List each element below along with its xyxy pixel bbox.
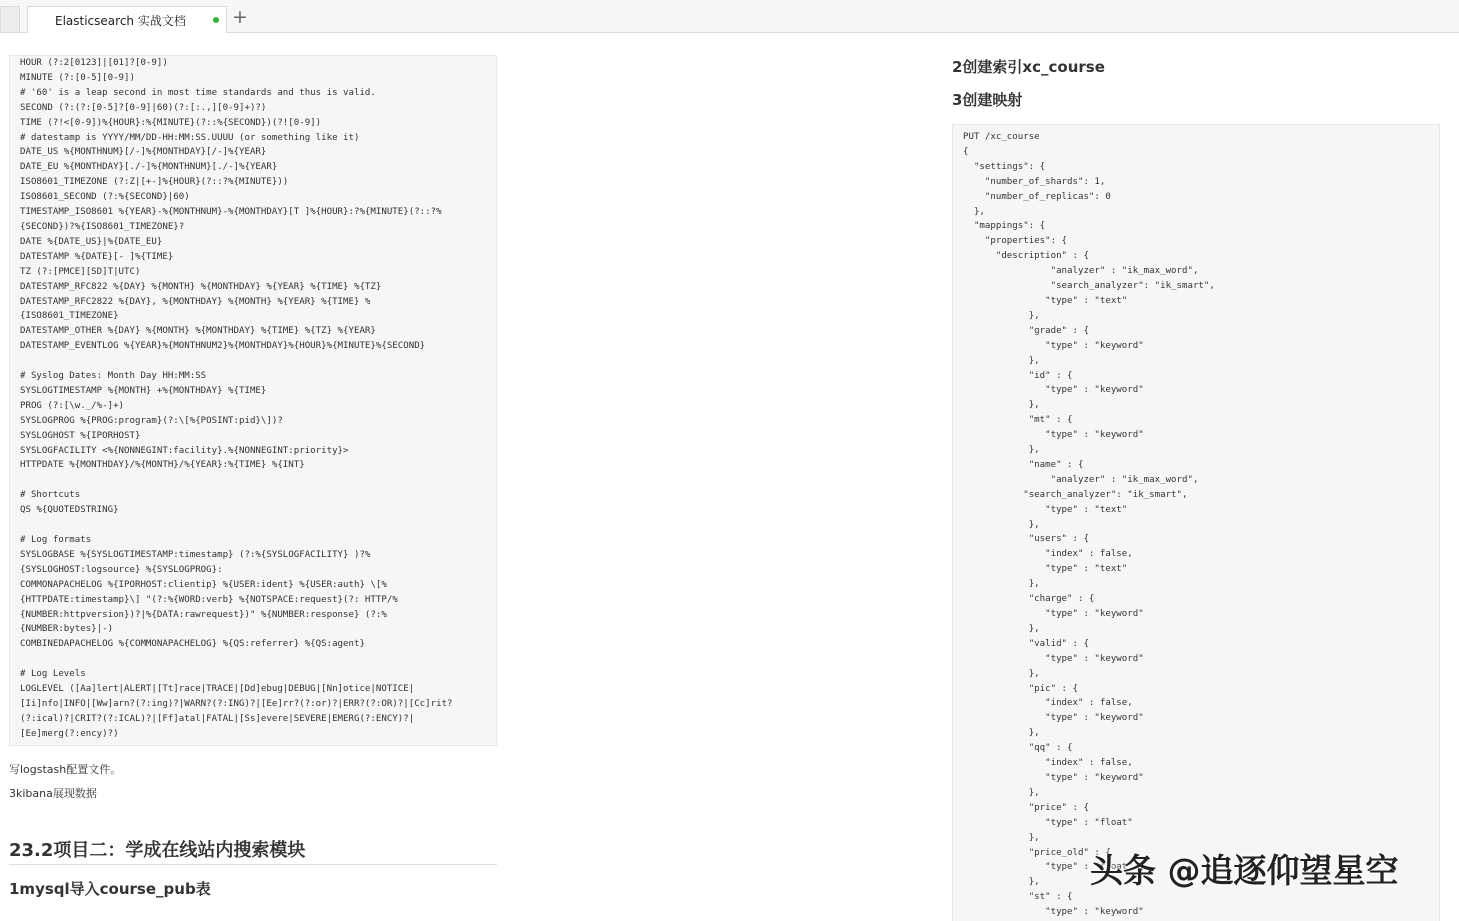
grok-patterns-code-block: HOUR (?:2[0123]|[01]?[0-9]) MINUTE (?:[0-5][0-9]) # '60' is a leap second in most time standards and thus is valid. SECOND (?:(?:[0-5]?[0-9]|60)(?:[:.,][0-9]+)?) TIME (?!<[0-9])%{HOUR}:%{MINUTE}(?::%{SECOND})(?![0-9]) # datestamp is YYYY/MM/DD-HH:MM:SS.UUUU (or something like it) DATE_US %{MONTHNUM}[/-]%{MONTHDAY}[/-]%{YEAR} DATE_EU %{MONTHDAY}[./-]%{MONTHNUM}[./-]%{YEAR} ISO8601_TIMEZONE (?:Z|[+-]%{HOUR}(?::?%{MINUTE})) ISO8601_SECOND (?:%{SECOND}|60) TIMESTAMP_ISO8601 %{YEAR}-%{MONTHNUM}-%{MONTHDAY}[T ]%{HOUR}:?%{MINUTE}(?::?% {SECOND})?%{ISO8601_TIMEZONE}? DATE %{DATE_US}|%{DATE_EU} DATESTAMP %{DATE}[- ]%{TIME} TZ (?:[PMCE][SD]T|UTC) DATESTAMP_RFC822 %{DAY} %{MONTH} %{MONTHDAY} %{YEAR} %{TIME} %{TZ} DATESTAMP_RFC2822 %{DAY}, %{MONTHDAY} %{MONTH} %{YEAR} %{TIME} % {ISO8601_TIMEZONE} DATESTAMP_OTHER %{DAY} %{MONTH} %{MONTHDAY} %{TIME} %{TZ} %{YEAR} DATESTAMP_EVENTLOG %{YEAR}%{MONTHNUM2}%{MONTHDAY}%{HOUR}%{MINUTE}%{SECOND} # Syslog Dates: Month Day HH:MM:SS SYSLOGTIMESTAMP %{MONTH} +%{MONTHDAY} %{TIME} PROG (?:[\w._/%-]+) SYSLOGPROG %{PROG:program}(?:\[%{POSINT:pid}\])? SYSLOGHOST %{IPORHOST} SYSLOGFACILITY <%{NONNEGINT:facility}.%{NONNEGINT:priority}> HTTPDATE %{MONTHDAY}/%{MONTH}/%{YEAR}:%{TIME} %{INT} # Shortcuts QS %{QUOTEDSTRING} # Log formats SYSLOGBASE %{SYSLOGTIMESTAMP:timestamp} (?:%{SYSLOGFACILITY} )?% {SYSLOGHOST:logsource} %{SYSLOGPROG}: COMMONAPACHELOG %{IPORHOST:clientip} %{USER:ident} %{USER:auth} \[% {HTTPDATE:timestamp}\] "(?:%{WORD:verb} %{NOTSPACE:request}(?: HTTP/% {NUMBER:httpversion})?|%{DATA:rawrequest})" %{NUMBER:response} (?:% {NUMBER:bytes}|-) COMBINEDAPACHELOG %{COMMONAPACHELOG} %{QS:referrer} %{QS:agent} # Log Levels LOGLEVEL ([Aa]lert|ALERT|[Tt]race|TRACE|[Dd]ebug|DEBUG|[Nn]otice|NOTICE| [Ii]nfo|INFO|[Ww]arn?(?:ing)?|WARN?(?:ING)?|[Ee]rr?(?:or)?|ERR?(?:OR)?|[Cc]rit? (?:ical)?|CRIT?(?:ICAL)?|[Ff]atal|FATAL|[Ss]evere|SEVERE|EMERG(?:ENCY)?| [Ee]merg(?:ency)?) (9, 55, 497, 746)
unsaved-indicator-dot (213, 17, 219, 23)
watermark-text: 头条 @追逐仰望星空 (1090, 851, 1399, 890)
create-index-heading: 2创建索引xc_course (952, 58, 1105, 76)
logstash-note: 写logstash配置文件。 (9, 763, 122, 776)
add-tab-icon[interactable]: + (232, 6, 248, 28)
tab-title: Elasticsearch 实战文档 (55, 14, 186, 28)
mapping-code-block: PUT /xc_course { "settings": { "number_of_shards": 1, "number_of_replicas": 0 }, "mappings": { "properties": { "description" : { "analyzer" : "ik_max_word", "search_analyzer": "ik_smart", "type" : "text" }, "grade" : { "type" : "keyword" }, "id" : { "type" : "keyword" }, "mt" : { "type" : "keyword" }, "name" : { "analyzer" : "ik_max_word", "search_analyzer": "ik_smart", "type" : "text" }, "users" : { "index" : false, "type" : "text" }, "charge" : { "type" : "keyword" }, "valid" : { "type" : "keyword" }, "pic" : { "index" : false, "type" : "keyword" }, "qq" : { "index" : false, "type" : "keyword" }, "price" : { "type" : "float" }, "price_old" : { "type" : "float" }, "st" : { "type" : "keyword" (952, 124, 1440, 921)
create-mapping-heading: 3创建映射 (952, 91, 1023, 109)
heading-divider (9, 864, 497, 865)
mysql-import-heading: 1mysql导入course_pub表 (9, 880, 211, 898)
project-two-heading: 23.2项目二：学成在线站内搜索模块 (9, 840, 306, 861)
kibana-note: 3kibana展现数据 (9, 787, 97, 800)
tab-bar (0, 0, 1459, 33)
tab-elasticsearch-doc[interactable] (27, 6, 227, 33)
tab-previous[interactable] (0, 6, 20, 32)
